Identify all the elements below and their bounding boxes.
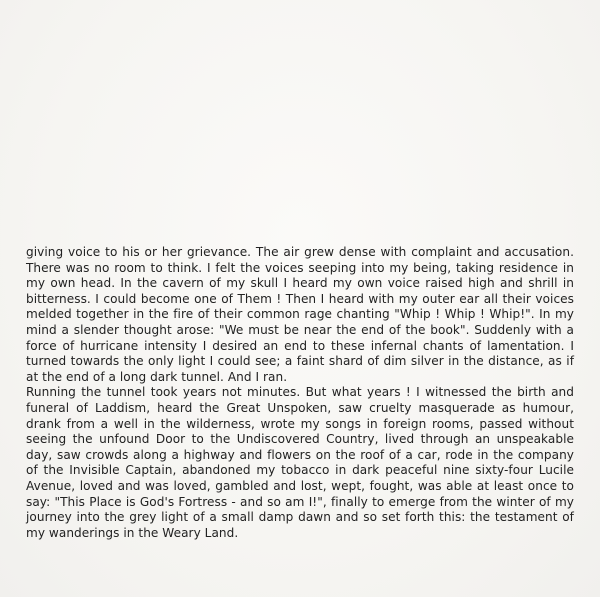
- paragraph-1: giving voice to his or her grievance. The air grew dense with complaint and accusation. There was no room to think. I felt the voices seeping into my being, taking residence in my own head. In the cavern of my skull I heard my own voice raised high and shrill in bitterness. I could become one of Them ! Then I heard with my outer ear all their voices melded together in the fire of their common rage chanting "Whip ! Whip ! Whip!". In my mind a slender thought arose: "We must be near the end of the book". Suddenly with a force of hurricane intensity I desired an end to these infernal chants of lamentation. I turned towards the only light I could see; a faint shard of dim silver in the distance, as if at the end of a long dark tunnel. And I ran.: [26, 245, 574, 384]
- body-text: [26, 245, 574, 541]
- paragraph-2: Running the tunnel took years not minutes. But what years ! I witnessed the birth and funeral of Laddism, heard the Great Unspoken, saw cruelty masquerade as humour, drank from a well in the wilderness, wrote my songs in foreign rooms, passed without seeing the unfound Door to the Undiscovered Country, lived through an unspeakable day, saw crowds along a highway and flowers on the roof of a car, rode in the company of the Invisible Captain, abandoned my tobacco in dark peaceful nine sixty-four Lucile Avenue, loved and was loved, gambled and lost, wept, fought, was able at least once to say: "This Place is God's Fortress - and so am I!", finally to emerge from the winter of my journey into the grey light of a small damp dawn and so set forth this: the testament of my wanderings in the Weary Land.: [26, 385, 574, 540]
